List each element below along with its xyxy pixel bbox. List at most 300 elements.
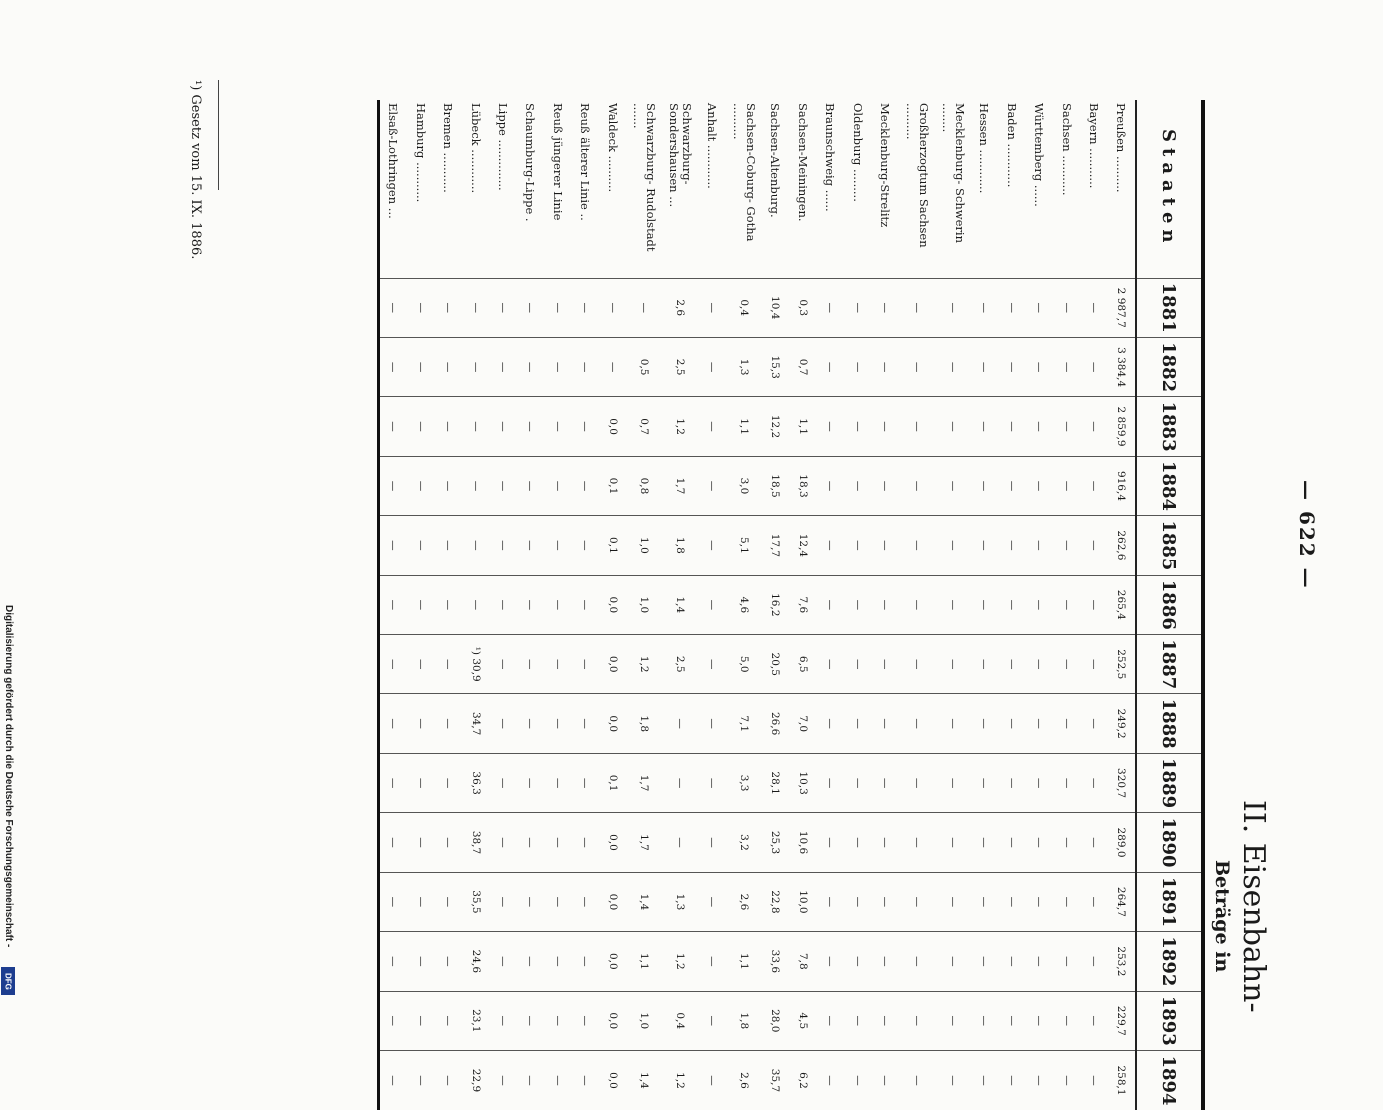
- value-cell: 25,3: [762, 813, 789, 872]
- value-cell: —: [435, 575, 462, 634]
- state-name-cell: Schwarzburg- Sondershausen ...: [662, 100, 698, 278]
- value-cell: —: [871, 516, 898, 575]
- value-cell: —: [1053, 456, 1080, 515]
- value-cell: —: [1053, 694, 1080, 753]
- table-row: [462, 100, 489, 1110]
- value-cell: —: [517, 516, 544, 575]
- value-cell: —: [844, 991, 871, 1050]
- value-cell: 18,3: [789, 456, 816, 515]
- value-cell: —: [698, 278, 725, 337]
- table-row: [1025, 100, 1052, 1110]
- value-cell: —: [844, 872, 871, 931]
- table-row: [662, 100, 698, 1110]
- value-cell: —: [935, 575, 971, 634]
- value-cell: —: [544, 337, 571, 396]
- value-cell: —: [1080, 337, 1107, 396]
- value-cell: —: [378, 635, 407, 694]
- value-cell: 0,0: [599, 397, 626, 456]
- value-cell: —: [971, 278, 998, 337]
- value-cell: —: [698, 932, 725, 991]
- value-cell: —: [816, 278, 843, 337]
- table-row: [971, 100, 998, 1110]
- value-cell: —: [462, 575, 489, 634]
- value-cell: —: [816, 575, 843, 634]
- state-name-cell: Hamburg ...........: [407, 100, 434, 278]
- value-cell: —: [1080, 575, 1107, 634]
- value-cell: —: [871, 456, 898, 515]
- table-row: [871, 100, 898, 1110]
- value-cell: —: [871, 575, 898, 634]
- value-cell: —: [1025, 516, 1052, 575]
- state-name-cell: Bremen ...........: [435, 100, 462, 278]
- value-cell: —: [572, 635, 599, 694]
- value-cell: 0,0: [606, 1072, 619, 1089]
- state-name-cell: Mecklenburg-Strelitz: [871, 100, 898, 278]
- value-cell: —: [816, 991, 843, 1050]
- value-cell: 23,1: [462, 991, 489, 1050]
- value-cell: —: [435, 694, 462, 753]
- value-cell: —: [899, 278, 935, 337]
- value-cell: 5,1: [726, 516, 762, 575]
- value-cell: —: [1080, 813, 1107, 872]
- value-cell: —: [407, 932, 434, 991]
- value-cell: —: [662, 694, 698, 753]
- value-cell: —: [378, 932, 407, 991]
- value-cell: —: [497, 1075, 510, 1086]
- column-header-year: 1888: [1136, 694, 1203, 753]
- table-row: [517, 100, 544, 1110]
- value-cell: 252,5: [1108, 635, 1136, 694]
- value-cell: 35,5: [462, 872, 489, 931]
- value-cell: —: [1053, 397, 1080, 456]
- footnote-rule: [218, 80, 219, 190]
- value-cell: —: [844, 278, 871, 337]
- value-cell: —: [971, 694, 998, 753]
- table-body: [378, 100, 1136, 1110]
- value-cell: —: [1053, 575, 1080, 634]
- value-cell: —: [698, 694, 725, 753]
- value-cell: —: [489, 694, 516, 753]
- value-cell: —: [489, 813, 516, 872]
- value-cell: 7,6: [789, 575, 816, 634]
- value-cell: —: [407, 872, 434, 931]
- value-cell: —: [899, 516, 935, 575]
- value-cell: —: [998, 278, 1025, 337]
- value-cell: —: [1080, 932, 1107, 991]
- value-cell: —: [489, 337, 516, 396]
- value-cell: —: [1025, 456, 1052, 515]
- value-cell: —: [407, 278, 434, 337]
- table-row: [698, 100, 725, 1110]
- table-row: [544, 100, 571, 1110]
- value-cell: —: [871, 872, 898, 931]
- table-row: [726, 100, 762, 1110]
- value-cell: —: [407, 397, 434, 456]
- value-cell: 229,7: [1108, 991, 1136, 1050]
- value-cell: —: [489, 278, 516, 337]
- value-cell: 916,4: [1108, 456, 1136, 515]
- state-name-cell: Oldenburg .........: [844, 100, 871, 278]
- value-cell: —: [544, 456, 571, 515]
- value-cell: —: [544, 694, 571, 753]
- state-name-cell: Sachsen-Coburg- Gotha ..........: [726, 100, 762, 278]
- value-cell: 289,0: [1108, 813, 1136, 872]
- column-header-year: 1891: [1136, 872, 1203, 931]
- value-cell: —: [1080, 872, 1107, 931]
- value-cell: 0,7: [789, 337, 816, 396]
- value-cell: —: [462, 397, 489, 456]
- value-cell: 7,8: [789, 932, 816, 991]
- value-cell: —: [998, 694, 1025, 753]
- value-cell: —: [1080, 635, 1107, 694]
- value-cell: —: [971, 337, 998, 396]
- value-cell: 26,6: [762, 694, 789, 753]
- value-cell: —: [1053, 932, 1080, 991]
- value-cell: —: [844, 635, 871, 694]
- value-cell: 1,7: [626, 813, 662, 872]
- table-row: [998, 100, 1025, 1110]
- value-cell: 0,0: [599, 635, 626, 694]
- value-cell: —: [579, 1075, 592, 1086]
- value-cell: —: [871, 337, 898, 396]
- value-cell: —: [971, 397, 998, 456]
- value-cell: —: [626, 278, 662, 337]
- value-cell: —: [435, 456, 462, 515]
- value-cell: —: [544, 575, 571, 634]
- value-cell: —: [698, 635, 725, 694]
- value-cell: —: [407, 753, 434, 812]
- value-cell: —: [1087, 1075, 1100, 1086]
- table-row: [599, 100, 626, 1110]
- value-cell: —: [435, 813, 462, 872]
- value-cell: 10,6: [789, 813, 816, 872]
- column-header-year: 1886: [1136, 575, 1203, 634]
- value-cell: —: [407, 575, 434, 634]
- value-cell: 5,0: [726, 635, 762, 694]
- value-cell: —: [935, 516, 971, 575]
- table-row: [435, 100, 462, 1110]
- table-row: [378, 100, 407, 1110]
- value-cell: 2,5: [662, 635, 698, 694]
- value-cell: —: [844, 753, 871, 812]
- value-cell: —: [572, 397, 599, 456]
- value-cell: —: [899, 753, 935, 812]
- value-cell: —: [935, 635, 971, 694]
- value-cell: —: [572, 753, 599, 812]
- state-name-cell: Großherzogtum Sachsen ..........: [899, 100, 935, 278]
- value-cell: 20,5: [762, 635, 789, 694]
- value-cell: —: [899, 575, 935, 634]
- value-cell: —: [544, 872, 571, 931]
- value-cell: —: [489, 932, 516, 991]
- value-cell: —: [407, 694, 434, 753]
- value-cell: 3 384,4: [1108, 337, 1136, 396]
- value-cell: 320,7: [1108, 753, 1136, 812]
- value-cell: —: [871, 635, 898, 694]
- value-cell: 28,1: [762, 753, 789, 812]
- value-cell: —: [572, 694, 599, 753]
- value-cell: —: [971, 872, 998, 931]
- value-cell: 1,2: [674, 1072, 687, 1089]
- value-cell: —: [824, 1075, 837, 1086]
- value-cell: —: [572, 278, 599, 337]
- value-cell: 1,7: [626, 753, 662, 812]
- value-cell: —: [572, 991, 599, 1050]
- value-cell: —: [572, 456, 599, 515]
- state-name-cell: Lübeck ............: [462, 100, 489, 278]
- value-cell: 38,7: [462, 813, 489, 872]
- value-cell: —: [378, 813, 407, 872]
- value-cell: —: [1025, 813, 1052, 872]
- column-header-year: 1885: [1136, 516, 1203, 575]
- value-cell: 0,0: [599, 813, 626, 872]
- value-cell: —: [378, 872, 407, 931]
- value-cell: —: [517, 694, 544, 753]
- table-row: [1108, 100, 1136, 1110]
- value-cell: —: [998, 516, 1025, 575]
- value-cell: —: [1025, 337, 1052, 396]
- value-cell: —: [1053, 991, 1080, 1050]
- value-cell: —: [935, 337, 971, 396]
- value-cell: —: [378, 575, 407, 634]
- value-cell: 10,4: [762, 278, 789, 337]
- value-cell: —: [935, 397, 971, 456]
- value-cell: —: [816, 456, 843, 515]
- value-cell: —: [1053, 635, 1080, 694]
- value-cell: —: [971, 456, 998, 515]
- footnote: ¹) Gesetz vom 15. IX. 1886.: [188, 80, 203, 260]
- value-cell: —: [971, 575, 998, 634]
- value-cell: —: [698, 813, 725, 872]
- table-row: [489, 100, 516, 1110]
- state-name-cell: Sachsen-Altenburg.: [762, 100, 789, 278]
- value-cell: 1,2: [662, 932, 698, 991]
- value-cell: 24,6: [462, 932, 489, 991]
- value-cell: —: [844, 397, 871, 456]
- table-row: [789, 100, 816, 1110]
- value-cell: —: [1080, 278, 1107, 337]
- value-cell: —: [871, 813, 898, 872]
- value-cell: —: [544, 813, 571, 872]
- value-cell: 10,3: [789, 753, 816, 812]
- value-cell: 0,0: [599, 694, 626, 753]
- state-name-cell: Württemberg ......: [1025, 100, 1052, 278]
- value-cell: —: [1025, 575, 1052, 634]
- value-cell: 0,4: [662, 991, 698, 1050]
- table-row: [935, 100, 971, 1110]
- value-cell: 0,3: [789, 278, 816, 337]
- value-cell: —: [517, 753, 544, 812]
- value-cell: —: [489, 397, 516, 456]
- value-cell: —: [935, 753, 971, 812]
- value-cell: 0,5: [626, 337, 662, 396]
- value-cell: —: [998, 575, 1025, 634]
- value-cell: —: [816, 932, 843, 991]
- value-cell: —: [816, 753, 843, 812]
- value-cell: —: [662, 753, 698, 812]
- value-cell: —: [1053, 813, 1080, 872]
- value-cell: —: [517, 872, 544, 931]
- value-cell: 7,1: [726, 694, 762, 753]
- value-cell: —: [816, 872, 843, 931]
- value-cell: —: [572, 575, 599, 634]
- table-row: [1080, 100, 1107, 1110]
- column-header-year: 1893: [1136, 991, 1203, 1050]
- value-cell: —: [517, 635, 544, 694]
- value-cell: 22,9: [469, 1068, 482, 1093]
- value-cell: —: [1053, 278, 1080, 337]
- value-cell: —: [998, 456, 1025, 515]
- value-cell: —: [517, 278, 544, 337]
- value-cell: —: [435, 991, 462, 1050]
- value-cell: —: [1060, 1075, 1073, 1086]
- value-cell: —: [816, 516, 843, 575]
- value-cell: 0,7: [626, 397, 662, 456]
- value-cell: —: [935, 694, 971, 753]
- value-cell: —: [378, 516, 407, 575]
- value-cell: —: [946, 1075, 959, 1086]
- value-cell: —: [1053, 753, 1080, 812]
- value-cell: —: [462, 278, 489, 337]
- value-cell: —: [544, 753, 571, 812]
- value-cell: —: [844, 337, 871, 396]
- value-cell: 262,6: [1108, 516, 1136, 575]
- data-table: [377, 100, 1205, 1110]
- value-cell: —: [517, 397, 544, 456]
- value-cell: —: [910, 1075, 923, 1086]
- value-cell: 1,4: [638, 1072, 651, 1089]
- value-cell: 0,0: [599, 872, 626, 931]
- value-cell: ¹) 30,9: [462, 635, 489, 694]
- value-cell: 6,5: [789, 635, 816, 694]
- value-cell: —: [971, 932, 998, 991]
- value-cell: 1,2: [626, 635, 662, 694]
- value-cell: —: [698, 753, 725, 812]
- value-cell: —: [698, 991, 725, 1050]
- value-cell: —: [599, 337, 626, 396]
- state-name-cell: Braunschweig ......: [816, 100, 843, 278]
- value-cell: —: [816, 813, 843, 872]
- value-cell: 18,5: [762, 456, 789, 515]
- state-name-cell: Waldeck ..........: [599, 100, 626, 278]
- value-cell: 2 987,7: [1108, 278, 1136, 337]
- value-cell: 1,1: [789, 397, 816, 456]
- value-cell: —: [517, 813, 544, 872]
- value-cell: —: [572, 932, 599, 991]
- value-cell: —: [544, 278, 571, 337]
- table-row: [816, 100, 843, 1110]
- value-cell: —: [489, 456, 516, 515]
- digitization-credit: Digitalisierung gefördert durch die Deutsche Forschungsgemeinschaft -: [3, 605, 14, 948]
- value-cell: —: [844, 694, 871, 753]
- value-cell: —: [935, 813, 971, 872]
- value-cell: 33,6: [762, 932, 789, 991]
- value-cell: —: [1025, 991, 1052, 1050]
- value-cell: —: [462, 337, 489, 396]
- value-cell: —: [544, 516, 571, 575]
- value-cell: —: [435, 635, 462, 694]
- value-cell: —: [1025, 872, 1052, 931]
- table-row: [572, 100, 599, 1110]
- value-cell: —: [816, 635, 843, 694]
- value-cell: —: [572, 337, 599, 396]
- value-cell: —: [935, 991, 971, 1050]
- dfg-logo: DFG: [1, 967, 15, 995]
- value-cell: —: [378, 337, 407, 396]
- value-cell: —: [1025, 932, 1052, 991]
- value-cell: —: [844, 813, 871, 872]
- state-name-cell: Sachsen-Meiningen.: [789, 100, 816, 278]
- value-cell: —: [378, 397, 407, 456]
- value-cell: —: [551, 1075, 564, 1086]
- value-cell: —: [1025, 397, 1052, 456]
- value-cell: —: [899, 872, 935, 931]
- value-cell: —: [517, 337, 544, 396]
- value-cell: —: [407, 337, 434, 396]
- value-cell: 1,8: [726, 991, 762, 1050]
- column-header-year: 1890: [1136, 813, 1203, 872]
- value-cell: 2,6: [737, 1072, 750, 1089]
- value-cell: —: [971, 516, 998, 575]
- table-row: [1053, 100, 1080, 1110]
- value-cell: —: [871, 278, 898, 337]
- value-cell: —: [998, 635, 1025, 694]
- value-cell: —: [698, 872, 725, 931]
- column-header-states: Staaten: [1136, 100, 1203, 278]
- state-name-cell: Elsaß-Lothringen ...: [378, 100, 407, 278]
- value-cell: —: [971, 813, 998, 872]
- value-cell: —: [435, 872, 462, 931]
- value-cell: —: [899, 397, 935, 456]
- value-cell: —: [435, 932, 462, 991]
- column-header-year: 1881: [1136, 278, 1203, 337]
- value-cell: —: [899, 694, 935, 753]
- value-cell: —: [378, 991, 407, 1050]
- value-cell: —: [407, 813, 434, 872]
- value-cell: —: [1053, 872, 1080, 931]
- value-cell: —: [899, 813, 935, 872]
- value-cell: —: [899, 991, 935, 1050]
- value-cell: —: [871, 932, 898, 991]
- value-cell: 2,6: [662, 278, 698, 337]
- value-cell: —: [544, 932, 571, 991]
- column-header-year: 1889: [1136, 753, 1203, 812]
- value-cell: —: [698, 575, 725, 634]
- value-cell: —: [998, 397, 1025, 456]
- value-cell: —: [462, 516, 489, 575]
- column-header-year: 1884: [1136, 456, 1203, 515]
- value-cell: —: [816, 337, 843, 396]
- table-row: [626, 100, 662, 1110]
- state-name-cell: Anhalt ............: [698, 100, 725, 278]
- state-name-cell: Schaumburg-Lippe .: [517, 100, 544, 278]
- value-cell: 0,0: [599, 575, 626, 634]
- value-cell: 1,3: [662, 872, 698, 931]
- value-cell: —: [407, 635, 434, 694]
- value-cell: —: [998, 337, 1025, 396]
- value-cell: —: [998, 872, 1025, 931]
- value-cell: 3,0: [726, 456, 762, 515]
- value-cell: —: [489, 635, 516, 694]
- value-cell: 2 859,9: [1108, 397, 1136, 456]
- value-cell: —: [517, 932, 544, 991]
- value-cell: —: [998, 813, 1025, 872]
- value-cell: —: [407, 991, 434, 1050]
- value-cell: —: [935, 456, 971, 515]
- table-subtitle: Beträge in: [1211, 860, 1233, 973]
- value-cell: —: [851, 1075, 864, 1086]
- value-cell: —: [462, 456, 489, 515]
